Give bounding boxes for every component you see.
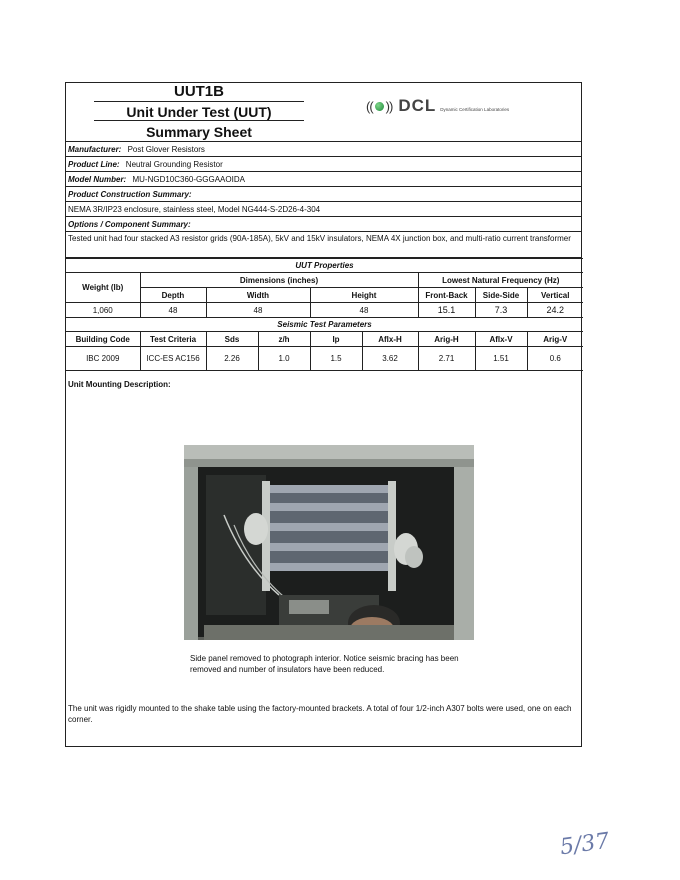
- logo-parens-right: )): [385, 98, 393, 114]
- seismic-caption: Seismic Test Parameters: [66, 318, 583, 332]
- product-line-label: Product Line:: [68, 160, 120, 169]
- manufacturer-label: Manufacturer:: [68, 145, 122, 154]
- side-side-header: Side-Side: [475, 288, 527, 303]
- page-number: 5/37: [558, 828, 611, 861]
- vertical-value: 24.2: [527, 303, 583, 318]
- options-label: Options / Component Summary:: [68, 220, 191, 229]
- frequency-header: Lowest Natural Frequency (Hz): [418, 273, 583, 288]
- options-row: [66, 232, 581, 258]
- height-value: 48: [310, 303, 418, 318]
- logo-name: DCL: [398, 96, 437, 115]
- sheet-header: [66, 83, 581, 142]
- depth-value: 48: [140, 303, 206, 318]
- seismic-value-cell: 2.26: [206, 347, 258, 371]
- logo-parens-left: ((: [366, 98, 373, 114]
- page-title: Unit Under Test (UUT): [94, 102, 304, 121]
- dimensions-header: Dimensions (inches): [140, 273, 418, 288]
- seismic-value-cell: 3.62: [362, 347, 418, 371]
- seismic-header-cell: Arig-V: [527, 332, 583, 347]
- side-side-value: 7.3: [475, 303, 527, 318]
- photo-caption: Side panel removed to photograph interior. Notice seismic bracing has been removed and number of insulators have been reduced.: [190, 654, 459, 674]
- seismic-header-cell: Arig-H: [418, 332, 475, 347]
- options-label-row: [66, 217, 581, 232]
- model-row: [66, 172, 581, 187]
- title-block: [94, 83, 304, 141]
- front-back-value: 15.1: [418, 303, 475, 318]
- manufacturer-row: [66, 142, 581, 157]
- seismic-value-cell: 1.51: [475, 347, 527, 371]
- seismic-value-cell: ICC-ES AC156: [140, 347, 206, 371]
- seismic-header-cell: Aflx-H: [362, 332, 418, 347]
- construction-label: Product Construction Summary:: [68, 190, 192, 199]
- weight-header: Weight (lb): [66, 273, 140, 303]
- vertical-header: Vertical: [527, 288, 583, 303]
- model-value: MU-NGD10C360-GGGAAOIDA: [132, 175, 245, 184]
- product-line-row: [66, 157, 581, 172]
- dcl-logo: [366, 95, 509, 117]
- seismic-header-cell: Sds: [206, 332, 258, 347]
- unit-interior-photo: [184, 445, 474, 640]
- logo-dot-icon: [375, 102, 384, 111]
- unit-interior-photo-graphic: [184, 445, 474, 640]
- manufacturer-value: Post Glover Resistors: [127, 145, 205, 154]
- unit-id: UUT1B: [94, 83, 304, 102]
- seismic-value-cell: 1.0: [258, 347, 310, 371]
- seismic-header-cell: Building Code: [66, 332, 140, 347]
- mounting-description: The unit was rigidly mounted to the shake table using the factory-mounted brackets. A total of four 1/2-inch A307 bolts were used, one on each corner.: [68, 704, 572, 724]
- uut-properties-caption: UUT Properties: [66, 259, 583, 273]
- height-header: Height: [310, 288, 418, 303]
- construction-row: [66, 202, 581, 217]
- seismic-value-cell: 0.6: [527, 347, 583, 371]
- uut-properties-table: [66, 258, 583, 371]
- page-subtitle: Summary Sheet: [146, 124, 252, 140]
- width-header: Width: [206, 288, 310, 303]
- seismic-value-cell: IBC 2009: [66, 347, 140, 371]
- construction-value: NEMA 3R/IP23 enclosure, stainless steel, Model NG444-S-2D26-4-304: [68, 205, 321, 214]
- seismic-header-cell: z/h: [258, 332, 310, 347]
- logo-subtitle: Dynamic Certification Laboratories: [440, 106, 510, 112]
- seismic-header-cell: Test Criteria: [140, 332, 206, 347]
- product-line-value: Neutral Grounding Resistor: [125, 160, 223, 169]
- summary-sheet: [65, 82, 582, 747]
- depth-header: Depth: [140, 288, 206, 303]
- width-value: 48: [206, 303, 310, 318]
- front-back-header: Front-Back: [418, 288, 475, 303]
- seismic-value-cell: 2.71: [418, 347, 475, 371]
- model-label: Model Number:: [68, 175, 127, 184]
- weight-value: 1,060: [66, 303, 140, 318]
- seismic-value-cell: 1.5: [310, 347, 362, 371]
- mounting-label: Unit Mounting Description:: [68, 380, 171, 389]
- seismic-header-cell: Aflx-V: [475, 332, 527, 347]
- options-value: Tested unit had four stacked A3 resistor grids (90A-185A), 5kV and 15kV insulators, NEMA 4X junction box, and multi-ratio current transformer: [68, 234, 571, 243]
- seismic-header-cell: Ip: [310, 332, 362, 347]
- construction-label-row: [66, 187, 581, 202]
